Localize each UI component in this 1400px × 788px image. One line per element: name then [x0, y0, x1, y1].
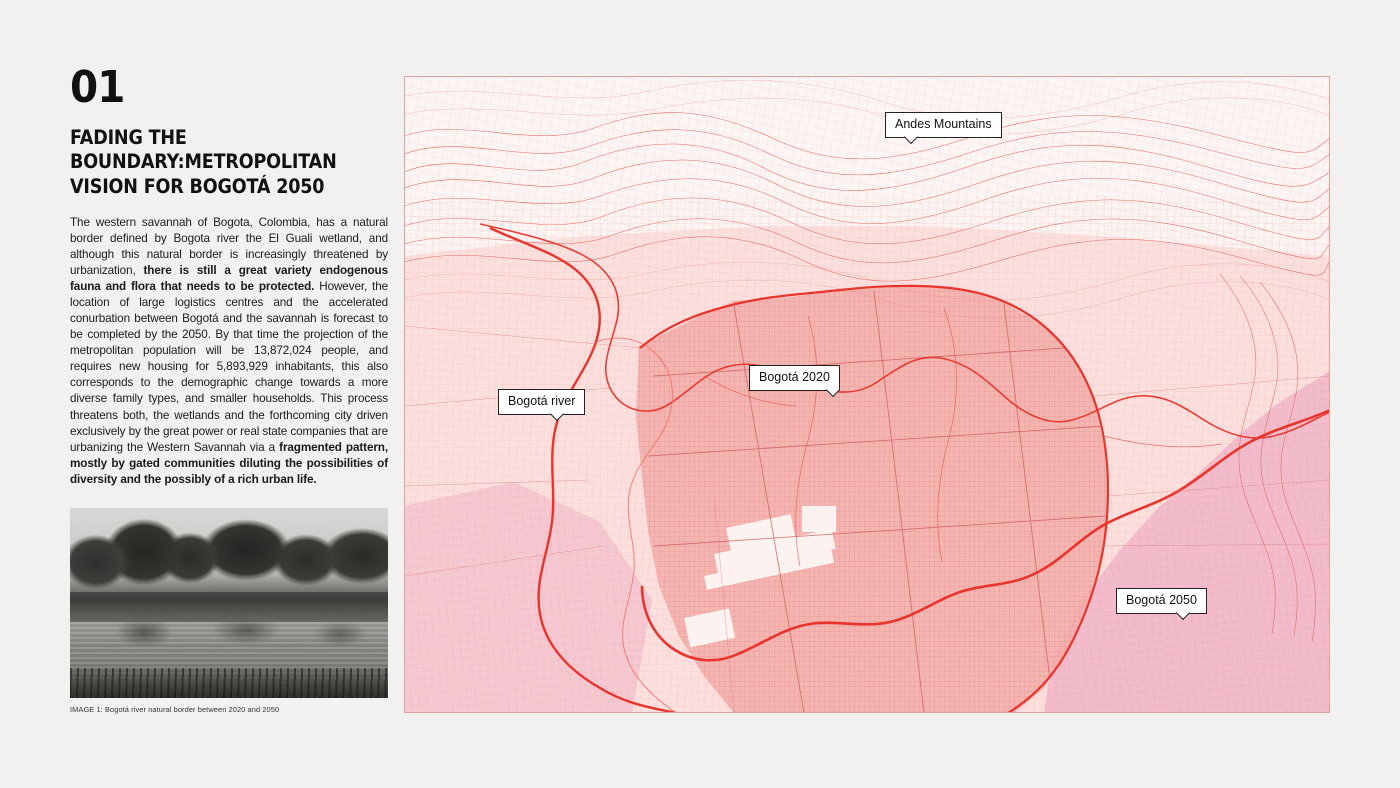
- map-label-andes-mountains[interactable]: Andes Mountains: [885, 112, 1002, 138]
- map-label-bogota-2050[interactable]: Bogotá 2050: [1116, 588, 1207, 614]
- lake-photograph: [70, 508, 388, 698]
- article-body: The western savannah of Bogota, Colombia, has a natural border defined by Bogota river the El Guali wetland, and although this natural border is increasingly threatened by urbanization, there is still a great variety endogenous fauna and flora that needs to be protected. However, the location of large logistics centres and the accelerated conurbation between Bogotá and the savannah is forecast to be completed by the 2050. By that time the projection of the metropolitan population will be 13,872,024 people, and requires new housing for 5,893,929 inhabitants, this also corresponds to the demographic change towards a more diverse family types, and smaller households. This process threatens both, the wetlands and the forthcoming city driven exclusively by the great power or real state companies that are urbanizing the Western Savannah via a fragmented pattern, mostly by gated communities diluting the possibilities of diversity and the possibly of a rich urban life.: [70, 216, 388, 486]
- page-title: FADING THE BOUNDARY:METROPOLITAN VISION FOR BOGOTÁ 2050: [70, 126, 337, 198]
- figure-caption: IMAGE 1: Bogotá river natural border between 2020 and 2050: [70, 705, 280, 714]
- map-label-bogota-2020[interactable]: Bogotá 2020: [749, 365, 840, 391]
- bogota-map: [404, 76, 1330, 713]
- photo-grain: [70, 508, 388, 698]
- section-number: 01: [70, 62, 125, 113]
- figure-block: [70, 508, 388, 714]
- map-label-bogota-river[interactable]: Bogotá river: [498, 389, 585, 415]
- article-text-column: [70, 62, 388, 488]
